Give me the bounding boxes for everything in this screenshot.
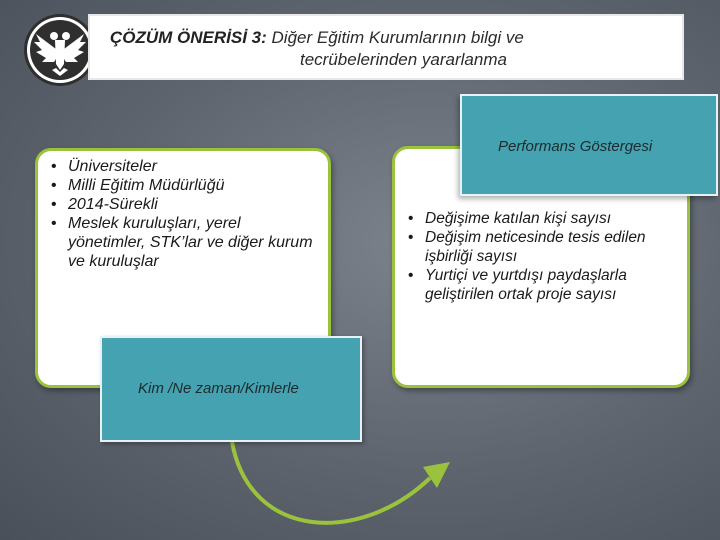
list-item: • Yurtiçi ve yurtdışı paydaşlarla geliştirilen ortak proje sayısı	[405, 266, 685, 304]
page-title	[110, 28, 524, 48]
title-line-2: tecrübelerinden yararlanma	[300, 50, 507, 69]
title-lead: ÇÖZÜM ÖNERİSİ 3:	[110, 28, 267, 47]
list-item: • Değişim neticesinde tesis edilen işbirliği sayısı	[405, 228, 685, 266]
list-item: • 2014-Sürekli	[48, 195, 318, 214]
list-item: • Milli Eğitim Müdürlüğü	[48, 176, 318, 195]
who-when-tag-label: Kim /Ne zaman/Kimlerle	[138, 380, 299, 397]
list-item: • Değişime katılan kişi sayısı	[405, 209, 685, 228]
title-banner	[88, 14, 684, 80]
title-rest: Diğer Eğitim Kurumlarının bilgi ve	[271, 28, 524, 47]
list-item: • Meslek kuruluşları, yerel yönetimler, STK’lar ve diğer kurum ve kuruluşlar	[48, 214, 318, 271]
performance-list	[405, 209, 685, 304]
who-when-tag	[100, 336, 362, 442]
emblem-logo-icon	[22, 12, 98, 88]
who-when-list	[48, 157, 318, 271]
performance-tag-label: Performans Göstergesi	[498, 138, 653, 155]
performance-tag	[460, 94, 718, 196]
list-item: • Üniversiteler	[48, 157, 318, 176]
